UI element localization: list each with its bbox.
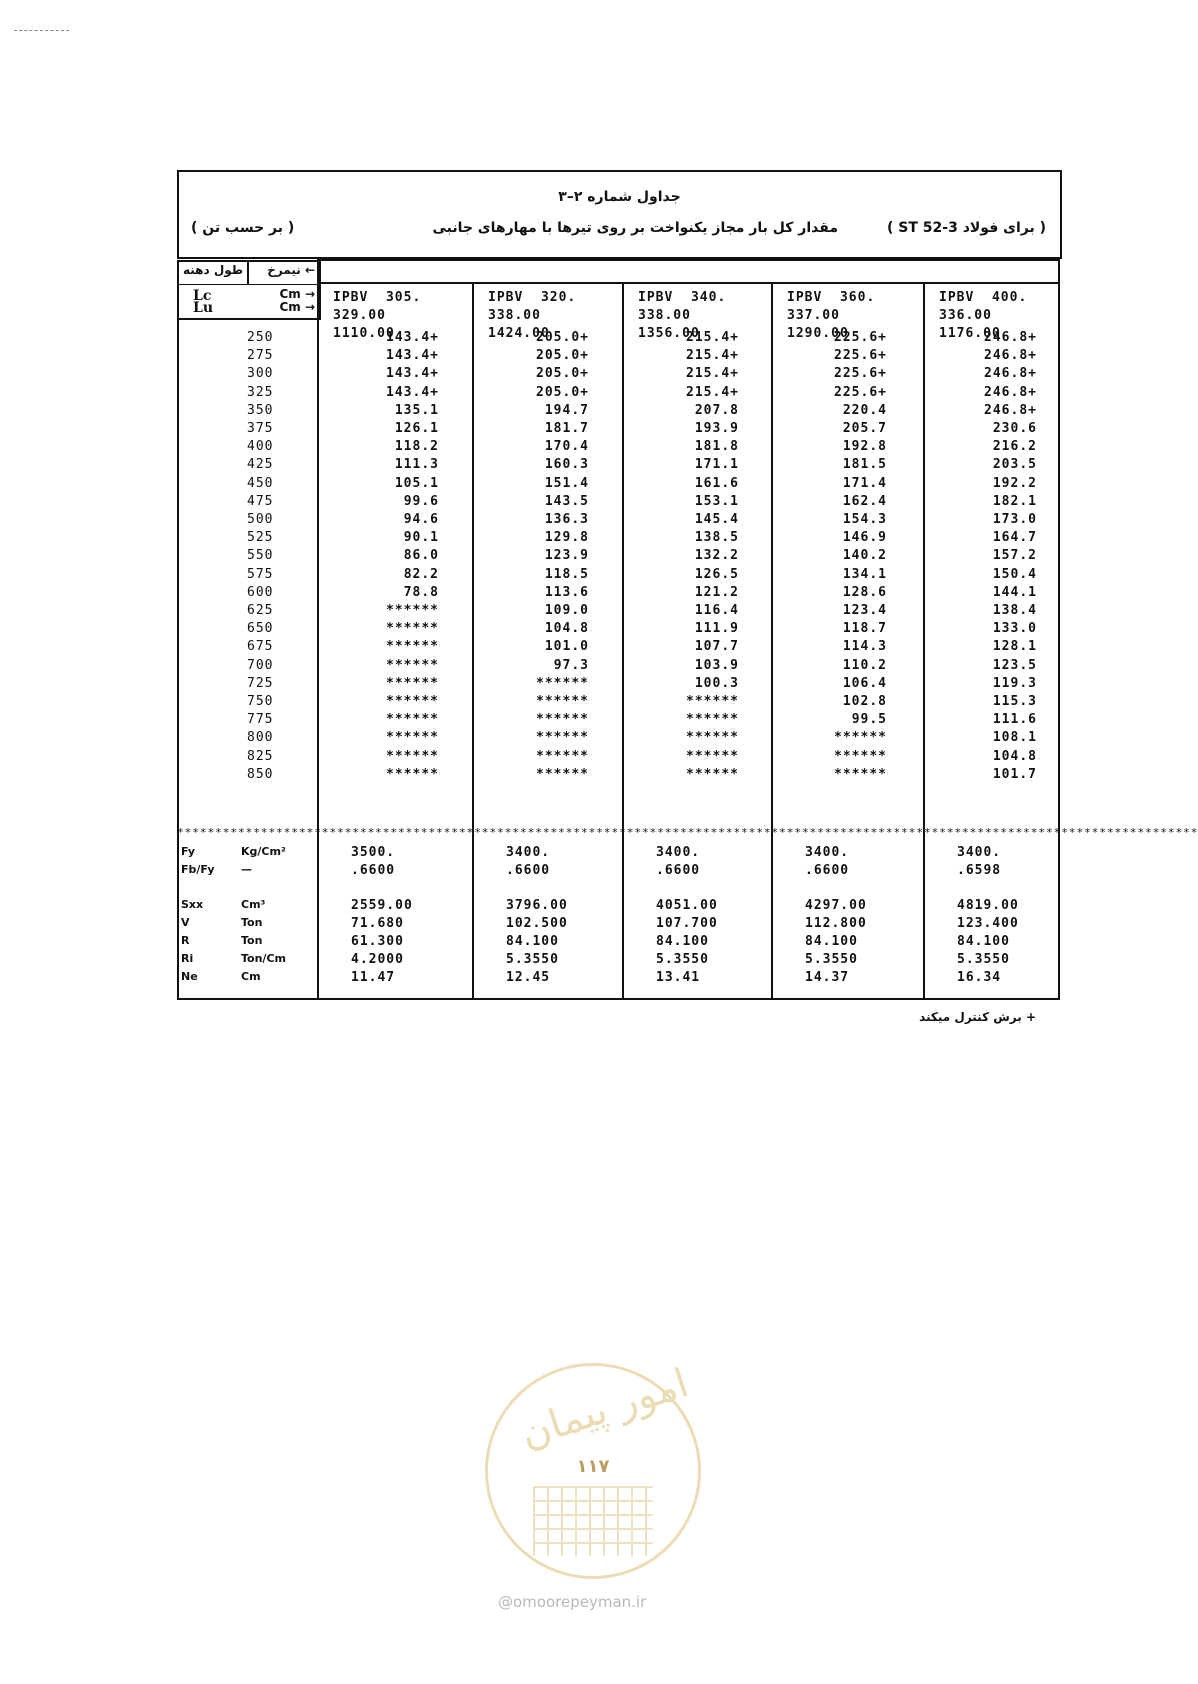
span-length: 450: [247, 475, 274, 491]
table-cell: 126.5: [694, 566, 739, 582]
table-cell: 97.3: [553, 657, 589, 673]
col-lu: 1290.00: [787, 326, 849, 341]
span-length: 625: [247, 603, 274, 618]
lc-unit: Cm →: [279, 287, 315, 301]
property-value: 84.100: [656, 934, 709, 949]
table-cell: ******: [386, 766, 439, 782]
table-cell: 150.4: [992, 566, 1037, 582]
table-cell: 246.8+: [984, 402, 1037, 418]
table-cell: ******: [386, 694, 439, 709]
table-cell: 100.3: [694, 675, 739, 691]
table-cell: 145.4: [694, 512, 739, 527]
table-cell: 103.9: [694, 657, 739, 673]
table-cell: 105.1: [394, 475, 439, 491]
table-cell: 116.4: [694, 603, 739, 618]
page-number: ۱۱۷: [576, 1456, 610, 1477]
span-length: 400: [247, 439, 274, 455]
table-cell: 123.5: [992, 657, 1037, 673]
steel-grade: ( برای فولاد ST 52-3 ): [887, 220, 1046, 236]
table-cell: 170.4: [544, 439, 589, 455]
table-cell: 111.6: [992, 712, 1037, 728]
table-cell: 134.1: [842, 566, 887, 582]
table-cell: 129.8: [544, 530, 589, 546]
table-cell: 138.5: [694, 530, 739, 546]
col-name: IPBV 360.: [787, 290, 876, 305]
table-cell: ******: [686, 766, 739, 782]
col-border-3: [771, 282, 773, 999]
table-cell: 246.8+: [984, 384, 1037, 400]
unit-label: ( بر حسب تن ): [191, 220, 295, 236]
span-length: 275: [247, 348, 274, 364]
table-cell: 90.1: [403, 530, 439, 546]
property-value: 3400.: [656, 845, 701, 860]
table-cell: ******: [386, 712, 439, 728]
table-cell: 246.8+: [984, 330, 1037, 345]
lu-unit: Cm →: [279, 300, 315, 314]
span-length: 375: [247, 421, 274, 436]
property-value: 4297.00: [805, 898, 867, 913]
watermark-logo: [485, 1360, 701, 1579]
table-cell: 126.1: [394, 421, 439, 436]
span-length: 850: [247, 766, 274, 782]
col-top-line: [317, 282, 1060, 284]
table-cell: 101.0: [544, 639, 589, 655]
span-length: 550: [247, 548, 274, 564]
span-length: 800: [247, 730, 274, 746]
table-cell: 115.3: [992, 694, 1037, 709]
table-header: [177, 170, 1062, 259]
table-cell: 119.3: [992, 675, 1037, 691]
property-label: Ri: [181, 952, 194, 965]
property-value: 16.34: [957, 970, 1002, 985]
span-length-label: طول دهنه: [183, 263, 244, 277]
table-cell: 230.6: [992, 421, 1037, 436]
table-subtitle: مقدار کل بار مجاز یکنواخت بر روی تیرها با مهارهای جانبی: [432, 220, 838, 236]
table-cell: 215.4+: [686, 330, 739, 345]
property-value: 3500.: [351, 845, 396, 860]
table-cell: 143.4+: [386, 348, 439, 364]
span-length: 700: [247, 657, 274, 673]
span-length: 425: [247, 457, 274, 473]
table-cell: ******: [686, 748, 739, 764]
table-cell: 203.5: [992, 457, 1037, 473]
table-cell: 164.7: [992, 530, 1037, 546]
col-lu: 1110.00: [333, 326, 395, 341]
right-border: [1058, 260, 1060, 999]
span-length: 725: [247, 675, 274, 691]
table-cell: 102.8: [842, 694, 887, 709]
table-cell: 205.0+: [536, 366, 589, 382]
table-cell: 144.1: [992, 584, 1037, 600]
property-value: .6598: [957, 863, 1002, 878]
span-length: 650: [247, 621, 274, 637]
table-cell: 140.2: [842, 548, 887, 564]
property-value: 14.37: [805, 970, 850, 985]
table-cell: 151.4: [544, 475, 589, 491]
property-value: 112.800: [805, 916, 867, 931]
property-value: 4.2000: [351, 952, 404, 967]
property-value: 84.100: [957, 934, 1010, 949]
table-frame: [177, 170, 1198, 1000]
property-label: Ne: [181, 970, 198, 983]
table-cell: ******: [386, 621, 439, 637]
watermark-script: امور پیمان: [515, 1360, 694, 1458]
table-cell: ******: [386, 603, 439, 618]
col-name: IPBV 340.: [638, 290, 727, 305]
table-cell: 132.2: [694, 548, 739, 564]
table-cell: 109.0: [544, 603, 589, 618]
col-lu: 1176.00: [939, 326, 1001, 341]
table-cell: 138.4: [992, 603, 1037, 618]
table-cell: 106.4: [842, 675, 887, 691]
table-cell: 246.8+: [984, 348, 1037, 364]
table-cell: 143.4+: [386, 366, 439, 382]
property-value: 107.700: [656, 916, 718, 931]
table-cell: 154.3: [842, 512, 887, 527]
table-cell: 225.6+: [834, 348, 887, 364]
profile-label: ← نیمرخ: [267, 263, 315, 277]
col-border-1: [472, 282, 474, 999]
table-cell: 99.5: [851, 712, 887, 728]
col-lc: 329.00: [333, 308, 386, 323]
property-unit: Cm: [241, 970, 261, 983]
table-cell: 86.0: [403, 548, 439, 564]
property-unit: Ton: [241, 916, 263, 929]
span-length: 525: [247, 530, 274, 546]
table-cell: 171.1: [694, 457, 739, 473]
table-cell: ******: [686, 712, 739, 728]
property-label: Fy: [181, 845, 196, 858]
property-value: 5.3550: [805, 952, 858, 967]
property-label: Fb/Fy: [181, 863, 215, 876]
table-cell: ******: [386, 675, 439, 691]
table-cell: 135.1: [394, 402, 439, 418]
property-unit: —: [241, 863, 252, 876]
table-cell: 114.3: [842, 639, 887, 655]
separator-row: **************************************************************************************************************************************: [177, 826, 1198, 839]
col-name: IPBV 320.: [488, 290, 577, 305]
table-cell: 225.6+: [834, 384, 887, 400]
table-cell: ******: [386, 748, 439, 764]
property-value: 61.300: [351, 934, 404, 949]
table-cell: 181.5: [842, 457, 887, 473]
table-cell: ******: [536, 766, 589, 782]
span-length: 600: [247, 584, 274, 600]
table-cell: 194.7: [544, 402, 589, 418]
property-value: 3400.: [805, 845, 850, 860]
table-cell: 220.4: [842, 402, 887, 418]
span-length: 300: [247, 366, 274, 382]
span-length: 475: [247, 493, 274, 509]
table-cell: 181.7: [544, 421, 589, 436]
table-cell: 107.7: [694, 639, 739, 655]
table-cell: 121.2: [694, 584, 739, 600]
table-cell: 82.2: [403, 566, 439, 582]
watermark-site: @omoorepeyman.ir: [498, 1593, 647, 1611]
property-value: .6600: [805, 863, 850, 878]
table-cell: ******: [834, 748, 887, 764]
property-value: 11.47: [351, 970, 396, 985]
table-cell: 101.7: [992, 766, 1037, 782]
table-cell: 110.2: [842, 657, 887, 673]
table-cell: ******: [536, 730, 589, 746]
table-cell: ******: [386, 730, 439, 746]
bottom-border: [177, 998, 1060, 1000]
table-cell: 205.0+: [536, 348, 589, 364]
property-value: .6600: [506, 863, 551, 878]
table-cell: 133.0: [992, 621, 1037, 637]
watermark-grid: [533, 1486, 653, 1556]
table-cell: 192.2: [992, 475, 1037, 491]
table-cell: 143.4+: [386, 330, 439, 345]
col-name: IPBV 400.: [939, 290, 1028, 305]
table-cell: 94.6: [403, 512, 439, 527]
col-lc: 337.00: [787, 308, 840, 323]
property-label: R: [181, 934, 190, 947]
table-cell: 111.3: [394, 457, 439, 473]
property-value: 102.500: [506, 916, 568, 931]
table-cell: ******: [834, 730, 887, 746]
table-cell: 171.4: [842, 475, 887, 491]
table-cell: 128.1: [992, 639, 1037, 655]
property-label: Sxx: [181, 898, 204, 911]
span-length: 250: [247, 330, 274, 345]
table-cell: 193.9: [694, 421, 739, 436]
col-lc: 336.00: [939, 308, 992, 323]
table-cell: 146.9: [842, 530, 887, 546]
table-cell: 143.4+: [386, 384, 439, 400]
corner-cell: [177, 260, 321, 320]
table-cell: 160.3: [544, 457, 589, 473]
span-length: 350: [247, 402, 274, 418]
property-value: 5.3550: [656, 952, 709, 967]
table-cell: 143.5: [544, 493, 589, 509]
table-cell: 173.0: [992, 512, 1037, 527]
col-name: IPBV 305.: [333, 290, 422, 305]
property-value: 84.100: [506, 934, 559, 949]
col-lu: 1424.00: [488, 326, 550, 341]
table-cell: 153.1: [694, 493, 739, 509]
property-unit: Ton/Cm: [241, 952, 286, 965]
table-cell: ******: [386, 657, 439, 673]
property-value: 2559.00: [351, 898, 413, 913]
span-length: 775: [247, 712, 274, 728]
table-cell: 225.6+: [834, 330, 887, 345]
table-cell: 205.0+: [536, 330, 589, 345]
table-cell: ******: [686, 730, 739, 746]
table-cell: ******: [686, 694, 739, 709]
table-cell: 216.2: [992, 439, 1037, 455]
table-cell: ******: [834, 766, 887, 782]
lc-label: Lc: [193, 288, 212, 304]
property-unit: Cm³: [241, 898, 266, 911]
property-value: .6600: [351, 863, 396, 878]
span-length: 675: [247, 639, 274, 655]
property-unit: Kg/Cm²: [241, 845, 286, 858]
table-cell: 182.1: [992, 493, 1037, 509]
table-cell: 118.7: [842, 621, 887, 637]
col-lc: 338.00: [488, 308, 541, 323]
property-value: 12.45: [506, 970, 551, 985]
span-length: 750: [247, 694, 274, 709]
table-cell: 104.8: [992, 748, 1037, 764]
table-cell: 123.4: [842, 603, 887, 618]
table-cell: 225.6+: [834, 366, 887, 382]
lu-label: Lu: [193, 300, 214, 316]
property-value: .6600: [656, 863, 701, 878]
table-number: جداول شماره ۲–۳: [558, 189, 681, 205]
table-cell: 118.5: [544, 566, 589, 582]
col-lc: 338.00: [638, 308, 691, 323]
property-label: V: [181, 916, 190, 929]
table-cell: ******: [536, 675, 589, 691]
property-value: 3400.: [957, 845, 1002, 860]
col-lu: 1356.00: [638, 326, 700, 341]
table-cell: 111.9: [694, 621, 739, 637]
table-cell: 113.6: [544, 584, 589, 600]
table-cell: 205.0+: [536, 384, 589, 400]
span-length: 500: [247, 512, 274, 527]
property-value: 13.41: [656, 970, 701, 985]
span-length: 575: [247, 566, 274, 582]
table-cell: 78.8: [403, 584, 439, 600]
table-cell: 123.9: [544, 548, 589, 564]
table-cell: 118.2: [394, 439, 439, 455]
left-border: [177, 260, 179, 999]
table-cell: 99.6: [403, 493, 439, 509]
table-cell: 246.8+: [984, 366, 1037, 382]
span-length: 325: [247, 384, 274, 400]
property-value: 5.3550: [957, 952, 1010, 967]
property-value: 5.3550: [506, 952, 559, 967]
table-cell: 215.4+: [686, 348, 739, 364]
table-cell: 215.4+: [686, 384, 739, 400]
table-cell: 205.7: [842, 421, 887, 436]
property-value: 3796.00: [506, 898, 568, 913]
corner-divider: [179, 284, 319, 285]
span-length: 825: [247, 748, 274, 764]
property-value: 71.680: [351, 916, 404, 931]
table-cell: 162.4: [842, 493, 887, 509]
table-cell: ******: [536, 748, 589, 764]
property-unit: Ton: [241, 934, 263, 947]
table-cell: 181.8: [694, 439, 739, 455]
table-cell: 161.6: [694, 475, 739, 491]
table-cell: 136.3: [544, 512, 589, 527]
corner-vdivider: [247, 262, 249, 284]
col-border-4: [923, 282, 925, 999]
table-cell: 104.8: [544, 621, 589, 637]
footnote: + برش کنترل میکند: [919, 1010, 1036, 1024]
property-value: 123.400: [957, 916, 1019, 931]
property-value: 4819.00: [957, 898, 1019, 913]
table-cell: 192.8: [842, 439, 887, 455]
property-value: 4051.00: [656, 898, 718, 913]
table-cell: ******: [536, 694, 589, 709]
span-column-border: [317, 260, 319, 999]
table-cell: 108.1: [992, 730, 1037, 746]
table-cell: 215.4+: [686, 366, 739, 382]
table-cell: ******: [536, 712, 589, 728]
scan-mark: [14, 30, 69, 31]
col-border-2: [622, 282, 624, 999]
property-value: 84.100: [805, 934, 858, 949]
table-cell: 157.2: [992, 548, 1037, 564]
table-cell: 128.6: [842, 584, 887, 600]
table-cell: ******: [386, 639, 439, 655]
col-header-line: [317, 259, 1060, 261]
property-value: 3400.: [506, 845, 551, 860]
table-cell: 207.8: [694, 402, 739, 418]
